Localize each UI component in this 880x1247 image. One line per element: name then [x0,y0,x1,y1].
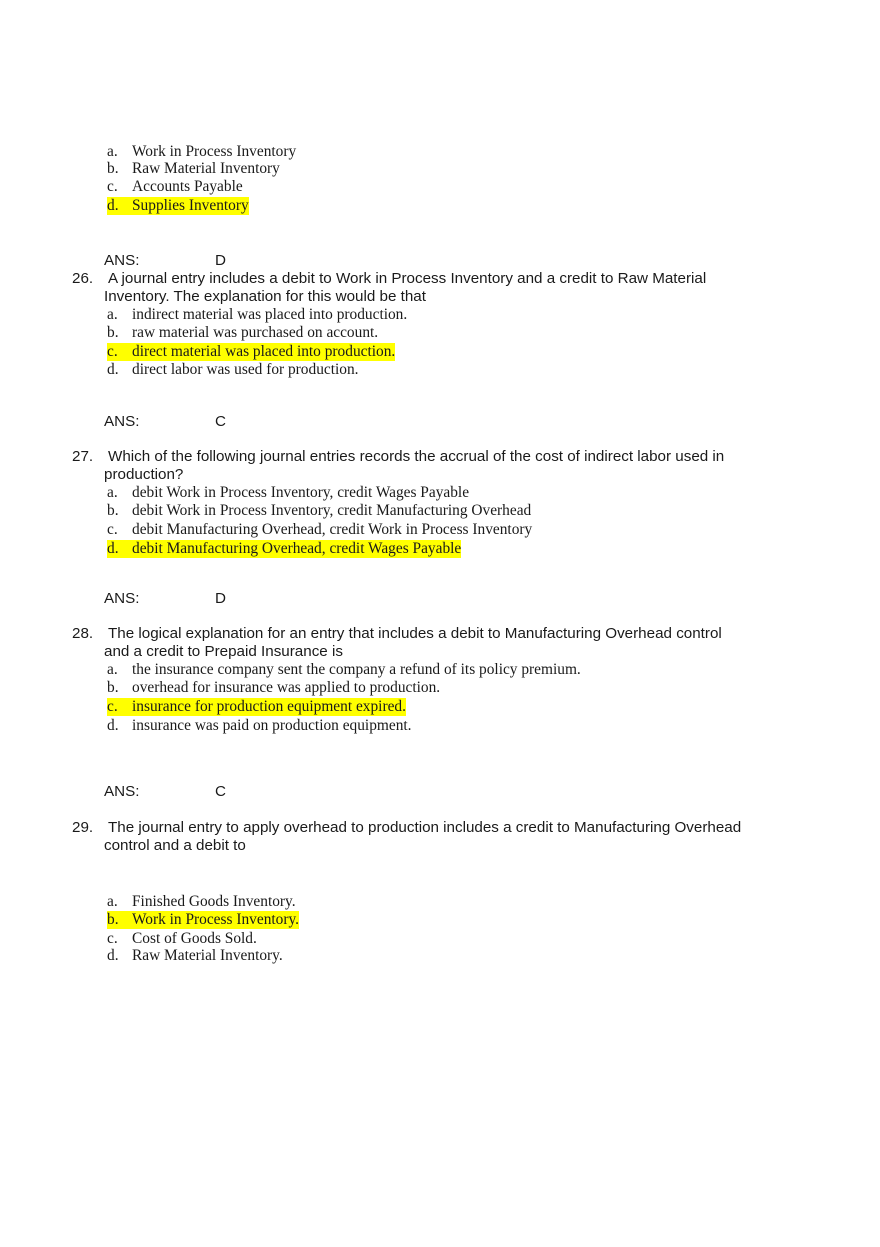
question-text-line1: Which of the following journal entries records the accrual of the cost of indirect labor used in [108,448,725,465]
answer-value: C [215,783,226,800]
question-number: 27. [72,448,94,465]
question-text-line2: Inventory. The explanation for this would be that [104,288,426,305]
question-text-line2: production? [104,466,184,483]
question-number: 29. [72,819,94,836]
question-text-line1: A journal entry includes a debit to Work in Process Inventory and a credit to Raw Material [108,270,707,287]
answer-label: ANS: [104,413,140,430]
answer-label: ANS: [104,252,140,269]
question-text-line1: The journal entry to apply overhead to production includes a credit to Manufacturing Overhead [108,819,742,836]
answer-label: ANS: [104,590,140,607]
question-number: 26. [72,270,94,287]
answer-value: D [215,252,226,269]
question-text-line2: and a credit to Prepaid Insurance is [104,643,343,660]
answer-label: ANS: [104,783,140,800]
question-number: 28. [72,625,94,642]
question-text-line1: The logical explanation for an entry that includes a debit to Manufacturing Overhead control [108,625,722,642]
question-text-line2: control and a debit to [104,837,246,854]
answer-value: D [215,590,226,607]
answer-value: C [215,413,226,430]
